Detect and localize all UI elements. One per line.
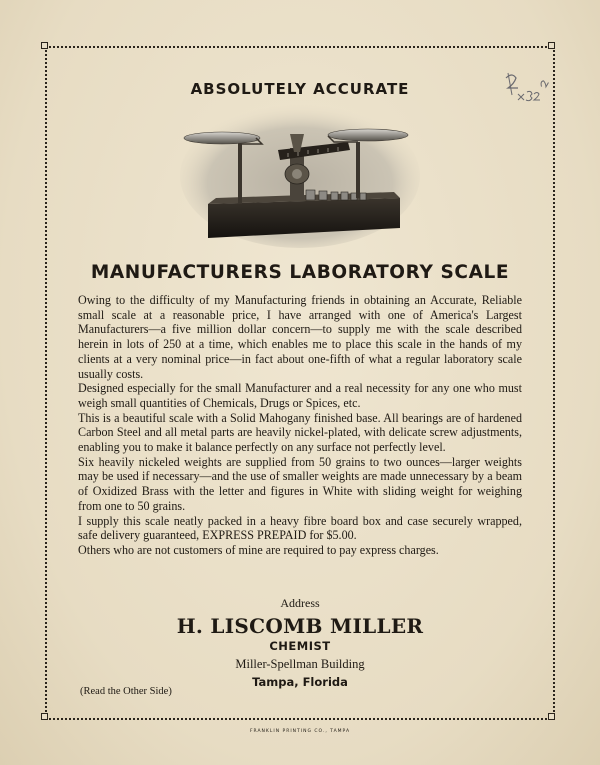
border-corner-top-right: [548, 42, 555, 49]
seller-profession: CHEMIST: [269, 639, 331, 653]
paragraph-charges: Others who are not customers of mine are required to pay express charges.: [78, 542, 439, 557]
seller-city: Tampa, Florida: [252, 675, 348, 689]
seller-building: Miller-Spellman Building: [235, 657, 365, 671]
printer-credit: FRANKLIN PRINTING CO., TAMPA: [249, 729, 351, 734]
paragraph-purpose: Designed especially for the small Manufacturer and a real necessity for any one who must weigh small quantities of Chemicals, Drugs or Spices, etc.: [78, 381, 522, 410]
handwritten-price-note: [500, 70, 550, 110]
laboratory-scale-illustration: [178, 104, 423, 254]
border-corner-bottom-left: [41, 713, 48, 720]
read-other-side-note: (Read the Other Side): [80, 686, 172, 697]
body-text: [78, 293, 522, 558]
border-corner-bottom-right: [548, 713, 555, 720]
address-label: Address: [280, 596, 320, 610]
paragraph-description: This is a beautiful scale with a Solid Mahogany finished base. All bearings are of hardened Carbon Steel and all metal parts are heavily nickel-plated, with delicate screw adjustments, enabling you to make it balance perfectly on any surface not perfectly level.: [78, 410, 522, 455]
paragraph-intro: Owing to the difficulty of my Manufacturing friends in obtaining an Accurate, Reliable small scale at a reasonable price, I have arranged with one of America's Largest Manufacturers—a five million dollar concern—to supply me with the scale described herein in lots of 250 at a time, which enables me to place this scale in the hands of my clients at a very nominal price—in fact about one-fifth of what a regular laboratory scale usually costs.: [78, 293, 522, 381]
seller-name: H. LISCOMB MILLER: [176, 614, 424, 638]
page-title: MANUFACTURERS LABORATORY SCALE: [90, 262, 510, 283]
paragraph-shipping: I supply this scale neatly packed in a heavy fibre board box and case securely wrapped, safe delivery guaranteed, EXPRESS PREPAID for $5.00.: [78, 513, 522, 543]
headline: ABSOLUTELY ACCURATE: [190, 80, 410, 98]
border-corner-top-left: [41, 42, 48, 49]
paragraph-weights: Six heavily nickeled weights are supplied from 50 grains to two ounces—larger weights may be used if necessary—and the use of smaller weights are made unnecessary by a beam of Oxidized Brass with the letter and figures in White with sliding weight for weighing from one to 50 grains.: [78, 454, 522, 513]
